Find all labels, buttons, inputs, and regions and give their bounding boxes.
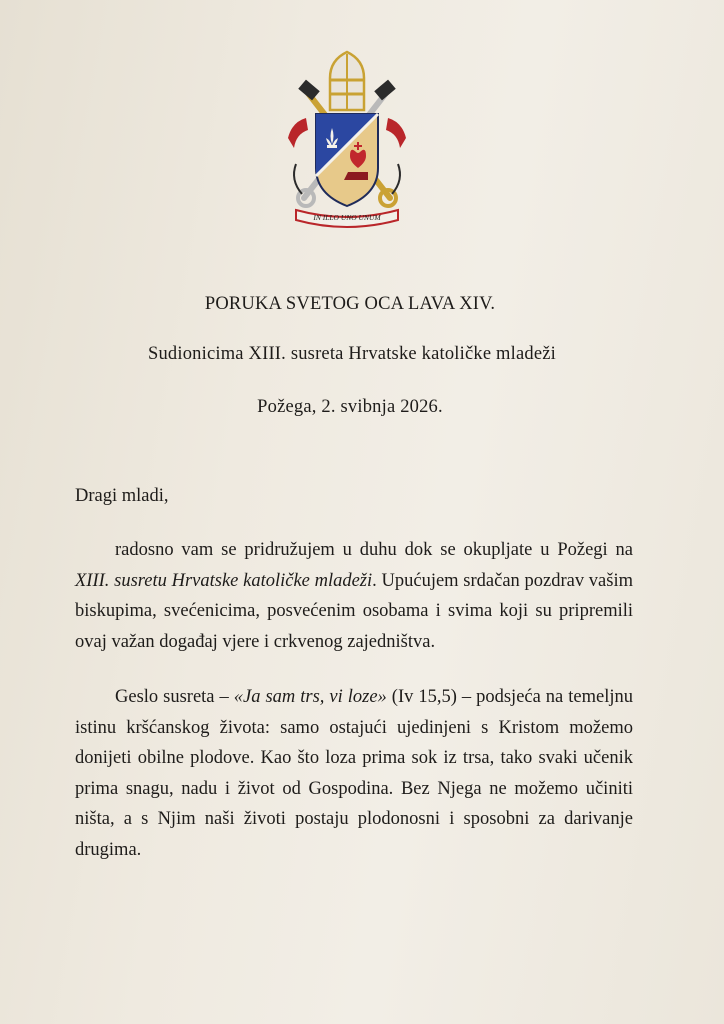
papal-coat-of-arms-icon	[282, 48, 412, 234]
paragraph-1	[75, 535, 633, 657]
paragraph-2-text-a: Geslo susreta –	[115, 687, 234, 707]
paragraph-2-text-b: (Iv 15,5) – podsjeća na temeljnu istinu kršćanskog života: samo ostajući ujedinjeni s Kristom možemo donijeti obilne plodove. Kao što loza prima sok iz trsa, tako svaki učenik prima snagu, nadu i život od Gospodina. Bez Njega ne možemo učiniti ništa, a s Njim naši životi postaju plodonosni i sposobni za darivanje drugima.	[75, 687, 633, 860]
paragraph-2-italic-a: «Ja sam trs, vi loze»	[233, 687, 387, 707]
paragraph-1-italic-a: XIII. susretu Hrvatske katoličke mladeži	[75, 570, 373, 591]
letter-dateline: Požega, 2. svibnja 2026.	[257, 397, 443, 417]
mitre-icon	[330, 52, 364, 110]
paragraph-2	[75, 682, 633, 865]
paragraph-1-text-a: radosno vam se pridružujem u duhu dok se okupljate u Požegi na	[115, 540, 633, 560]
motto-ribbon	[296, 210, 398, 227]
shield-icon	[316, 114, 378, 206]
letter-subtitle: Sudionicima XIII. susreta Hrvatske katoličke mladeži	[147, 344, 557, 364]
letter-title: PORUKA SVETOG OCA LAVA XIV.	[204, 294, 496, 314]
motto-text: IN ILLO UNO UNUM	[313, 213, 381, 222]
greeting: Dragi mladi,	[75, 486, 169, 506]
paragraph-1-text-b: . Upućujem srdačan pozdrav vašim biskupima, svećenicima, posvećenim osobama i svima koji su pripremili ovaj važan događaj vjere i crkvenog zajedništva.	[75, 570, 633, 652]
